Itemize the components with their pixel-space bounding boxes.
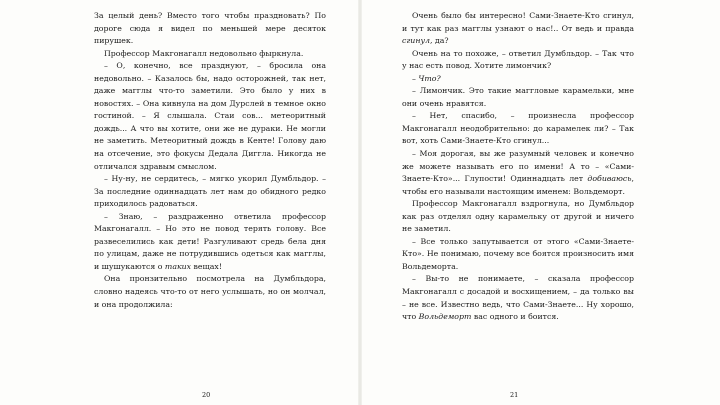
paragraph-text: вещах! [191,261,222,271]
paragraph: – Нет, спасибо, – произнесла профессор Макгонагалл неодобрительно: до карамелек ли? – Так вот, хоть Сами-Знаете-Кто сгинул... [402,111,634,146]
italic-word: добиваюсь [587,174,632,184]
paragraph-text: Очень было бы интересно! Сами-Знаете-Кто сгинул, и тут как раз магглы узнают о нас!.. От ведь и правда [402,11,634,33]
book-gutter [358,0,362,405]
paragraph: – Ну-ну, не сердитесь, – мягко укорил Думбльдор. – За последние одиннадцать лет нам до обидного редко приходилось радоваться. [94,174,326,209]
paragraph-text: , да? [429,36,449,46]
paragraph-text: , чтобы его называли настоящим именем: Вольдеморт. [402,174,634,196]
paragraph-text: вас одного и боится. [471,312,559,322]
paragraph [402,10,634,48]
italic-word: Вольдеморт [418,312,472,322]
paragraph-text: – [412,73,419,83]
paragraph: – Лимончик. Это такие маггловые карамельки, мне они очень нравятся. [402,86,634,108]
paragraph-text: – Моя дорогая, вы же разумный человек и конечно же можете называть его по имени! А то – «Сами-Знаете-Кто»... Глупости! Одиннадцать лет [402,149,634,184]
paragraph: Очень на то похоже, – ответил Думбльдор. – Так что у нас есть повод. Хотите лимончик? [402,48,634,71]
paragraph [402,273,634,323]
paragraph [94,211,326,274]
paragraph [402,148,634,198]
paragraph: Она пронзительно посмотрела на Думбльдора, словно надеясь что-то от него услышать, но он молчал, и она продолжила: [94,274,326,309]
paragraph [402,73,634,86]
left-page [94,10,326,311]
italic-word: Что? [418,73,441,83]
paragraph: Профессор Макгонагалл недовольно фыркнула. [104,48,304,58]
paragraph: – О, конечно, все празднуют, – бросила она недовольно. – Казалось бы, надо осторожней, так нет, даже магглы что-то заметили. Это было у них в новостях. – Она кивнула на дом Дурслей в темное окно гостиной. – Я слышала. Стаи сов... метеоритный дождь... А что вы хотите, они же не дураки. Не могли не заметить. Метеоритный дождь в Кенте! Голову даю на отсечение, это фокусы Дедала Диггла. Никогда не отличался здравым смыслом. [94,61,326,171]
paragraph: – Все только запутывается от этого «Сами-Знаете-Кто». Не понимаю, почему все боятся произносить имя Вольдеморта. [402,236,634,271]
paragraph-text: – Вы-то не понимаете, – сказала профессор Макгонагалл с досадой и восхищением, – да только вы – не все. Известно ведь, что Сами-Знаете... Ну хорошо, что [402,274,634,322]
paragraph: Профессор Макгонагалл вздрогнула, но Думбльдор как раз отделял одну карамельку от другой и ничего не заметил. [402,199,634,234]
italic-word: таких [164,261,192,271]
page-number-left: 20 [202,391,211,399]
italic-word: сгинул [402,36,430,46]
right-page [402,10,634,324]
page-number-right: 21 [510,391,519,399]
paragraph: За целый день? Вместо того чтобы праздновать? По дороге сюда я видел по меньшей мере десяток пирушек. [94,11,326,46]
paragraph-text: – Знаю, – раздраженно ответила профессор Макгонагалл. – Но это не повод терять голову. Все развеселились как дети! Разгуливают средь бела дня по улицам, даже не потрудившись одеться как магглы, и шушукаются о [94,211,326,271]
